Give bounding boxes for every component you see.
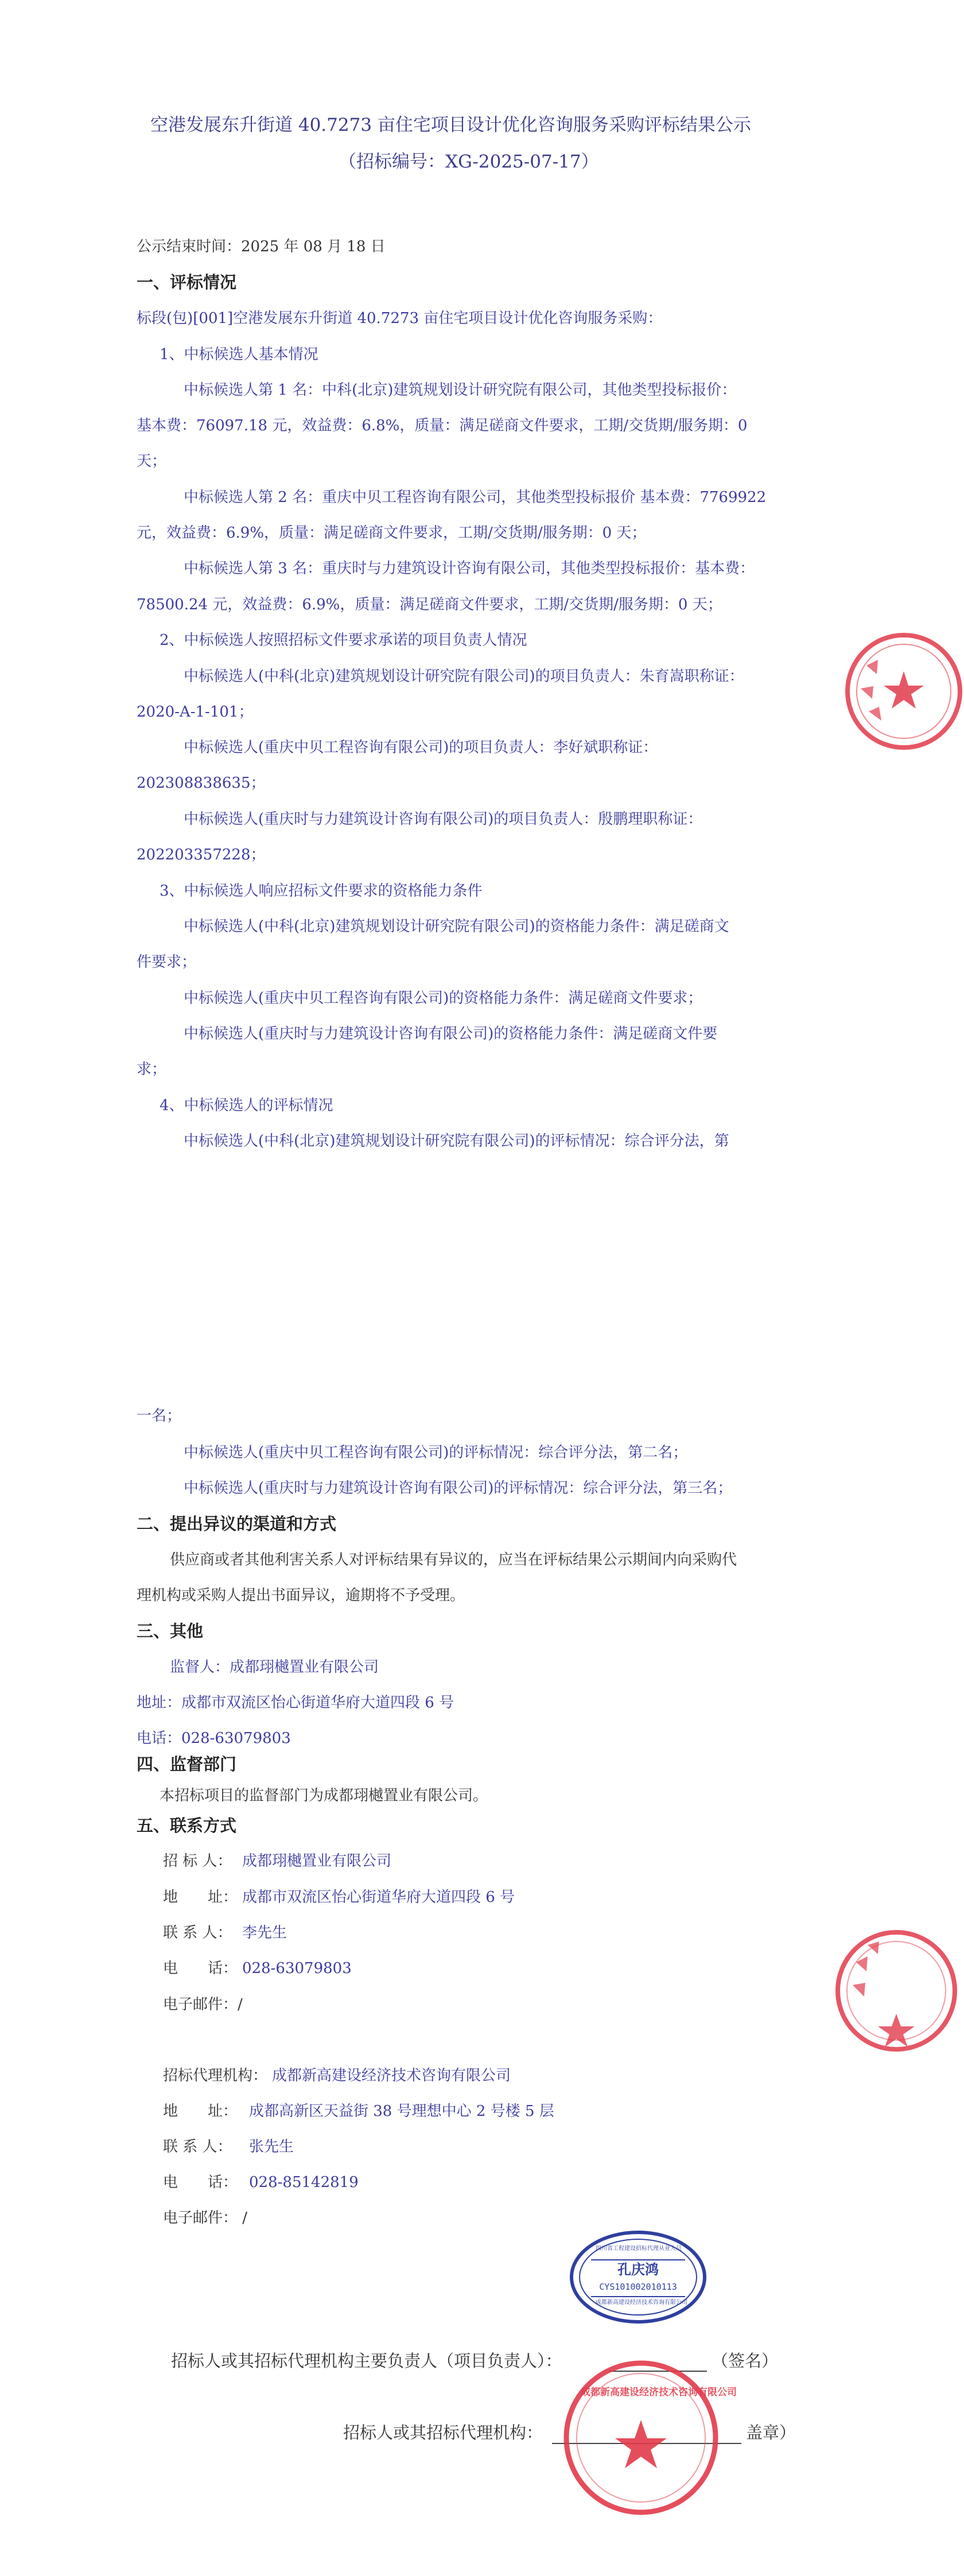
supervisor-address: 地址：成都市双流区怡心街道华府大道四段 6 号 [137, 1694, 454, 1711]
qualification-3-line2: 求； [137, 1061, 167, 1078]
signature-suffix: （签名） [712, 2351, 779, 2371]
supervisor-phone: 电话：028-63079803 [137, 1730, 291, 1747]
phone-1-label: 电 话： [163, 1960, 238, 1977]
candidate-2-line2: 元，效益费：6.9%，质量：满足磋商文件要求，工期/交货期/服务期：0 天； [137, 524, 647, 542]
contact-2-label: 联 系 人： [163, 2138, 232, 2155]
candidate-1-line2: 基本费：76097.18 元，效益费：6.8%，质量：满足磋商文件要求，工期/交货期/服务期：0 [137, 417, 748, 434]
address-1-value: 成都市双流区怡心街道华府大道四段 6 号 [242, 1889, 515, 1906]
subheading-evaluation: 4、中标候选人的评标情况 [160, 1097, 333, 1114]
contact-2-value: 张先生 [249, 2138, 294, 2155]
candidate-3-line1: 中标候选人第 3 名：重庆时与力建筑设计咨询有限公司，其他类型投标报价：基本费： [184, 560, 755, 577]
evaluation-3: 中标候选人(重庆时与力建筑设计咨询有限公司)的评标情况：综合评分法，第三名； [184, 1480, 733, 1497]
subheading-project-leader: 2、中标候选人按照招标文件要求承诺的项目负责人情况 [160, 632, 527, 649]
personal-registration-stamp [568, 2229, 708, 2325]
objection-text-line1: 供应商或者其他利害关系人对评标结果有异议的，应当在评标结果公示期间内向采购代 [170, 1551, 737, 1569]
agency-label: 招标代理机构： [163, 2067, 268, 2084]
evaluation-1-line2: 一名； [137, 1407, 182, 1425]
contact-1-value: 李先生 [242, 1924, 287, 1941]
phone-2-value: 028-85142819 [249, 2174, 359, 2191]
tenderer-label: 招 标 人： [163, 1853, 232, 1870]
responsible-signature-label: 招标人或其招标代理机构主要负责人（项目负责人）： [171, 2351, 562, 2371]
evaluation-1-line1: 中标候选人(中科(北京)建筑规划设计研究院有限公司)的评标情况：综合评分法，第 [184, 1133, 729, 1150]
leader-1-line1: 中标候选人(中科(北京)建筑规划设计研究院有限公司)的项目负责人：朱育嵩职称证： [184, 668, 744, 685]
phone-1-value: 028-63079803 [242, 1960, 352, 1977]
qualification-1-line2: 件要求； [137, 954, 197, 971]
email-1: 电子邮件：/ [163, 1996, 243, 2013]
leader-3-line2: 202203357228； [137, 846, 266, 863]
stamp-name: 孔庆鸿 [617, 2262, 659, 2278]
stamp-top-text: 四川省工程建设招标代理从业人员 [596, 2246, 682, 2252]
seal-suffix: 盖章） [746, 2423, 796, 2442]
company-seal-mid-right [833, 1928, 959, 2054]
objection-text-line2: 理机构或采购人提出书面异议，逾期将不予受理。 [137, 1587, 465, 1604]
candidate-1-line1: 中标候选人第 1 名：中科(北京)建筑规划设计研究院有限公司，其他类型投标报价： [184, 382, 737, 399]
agency-value: 成都新高建设经济技术咨询有限公司 [272, 2067, 511, 2084]
stamp-code: CYS101002010113 [599, 2282, 677, 2292]
entity-seal-label: 招标人或其招标代理机构： [343, 2423, 543, 2442]
address-2-value: 成都高新区天益街 38 号理想中心 2 号楼 5 层 [249, 2103, 554, 2120]
stamp-bottom-text: 成都新高建设经济技术咨询有限公司 [596, 2299, 687, 2306]
section-heading-contact: 五、联系方式 [137, 1816, 237, 1835]
subheading-basic-info: 1、中标候选人基本情况 [160, 346, 318, 363]
company-seal-text: 成都新高建设经济技术咨询有限公司 [581, 2387, 737, 2398]
candidate-2-line1: 中标候选人第 2 名：重庆中贝工程咨询有限公司，其他类型投标报价 基本费：7769922 [184, 489, 767, 506]
candidate-3-line2: 78500.24 元，效益费：6.9%，质量：满足磋商文件要求，工期/交货期/服务期：0 天； [137, 596, 722, 613]
announcement-end-time: 公示结束时间：2025 年 08 月 18 日 [137, 238, 386, 255]
subheading-qualification: 3、中标候选人响应招标文件要求的资格能力条件 [160, 882, 483, 900]
qualification-1-line1: 中标候选人(中科(北京)建筑规划设计研究院有限公司)的资格能力条件：满足磋商文 [184, 918, 729, 935]
tender-number: （招标编号：XG-2025-07-17） [339, 151, 599, 172]
evaluation-2: 中标候选人(重庆中贝工程咨询有限公司)的评标情况：综合评分法，第二名； [184, 1444, 688, 1461]
company-seal-top-right [843, 631, 964, 752]
leader-3-line1: 中标候选人(重庆时与力建筑设计咨询有限公司)的项目负责人：殷鹏理职称证： [184, 811, 703, 828]
address-1-label: 地 址： [163, 1889, 238, 1906]
phone-2-label: 电 话： [163, 2174, 238, 2191]
email-2: 电子邮件： / [163, 2209, 248, 2227]
lot-intro: 标段(包)[001]空港发展东升街道 40.7273 亩住宅项目设计优化咨询服务采购： [137, 310, 663, 327]
contact-1-label: 联 系 人： [163, 1924, 232, 1941]
tenderer-value: 成都珝樾置业有限公司 [242, 1853, 392, 1870]
section-heading-evaluation: 一、评标情况 [137, 273, 237, 292]
candidate-1-line3: 天； [137, 453, 167, 470]
company-seal-signature [561, 2358, 737, 2517]
leader-2-line1: 中标候选人(重庆中贝工程咨询有限公司)的项目负责人：李好斌职称证： [184, 739, 658, 756]
section-heading-other: 三、其他 [137, 1621, 204, 1641]
address-2-label: 地 址： [163, 2103, 238, 2120]
section-heading-supervision: 四、监督部门 [137, 1754, 237, 1774]
qualification-3-line1: 中标候选人(重庆时与力建筑设计咨询有限公司)的资格能力条件：满足磋商文件要 [184, 1025, 718, 1042]
supervisor: 监督人：成都珝樾置业有限公司 [170, 1659, 379, 1676]
page-title: 空港发展东升街道 40.7273 亩住宅项目设计优化咨询服务采购评标结果公示 [150, 115, 751, 135]
section-heading-objection: 二、提出异议的渠道和方式 [137, 1514, 337, 1534]
supervision-text: 本招标项目的监督部门为成都珝樾置业有限公司。 [160, 1787, 488, 1804]
qualification-2: 中标候选人(重庆中贝工程咨询有限公司)的资格能力条件：满足磋商文件要求； [184, 990, 703, 1007]
leader-1-line2: 2020-A-1-101； [137, 703, 254, 721]
leader-2-line2: 202308838635； [137, 775, 266, 792]
